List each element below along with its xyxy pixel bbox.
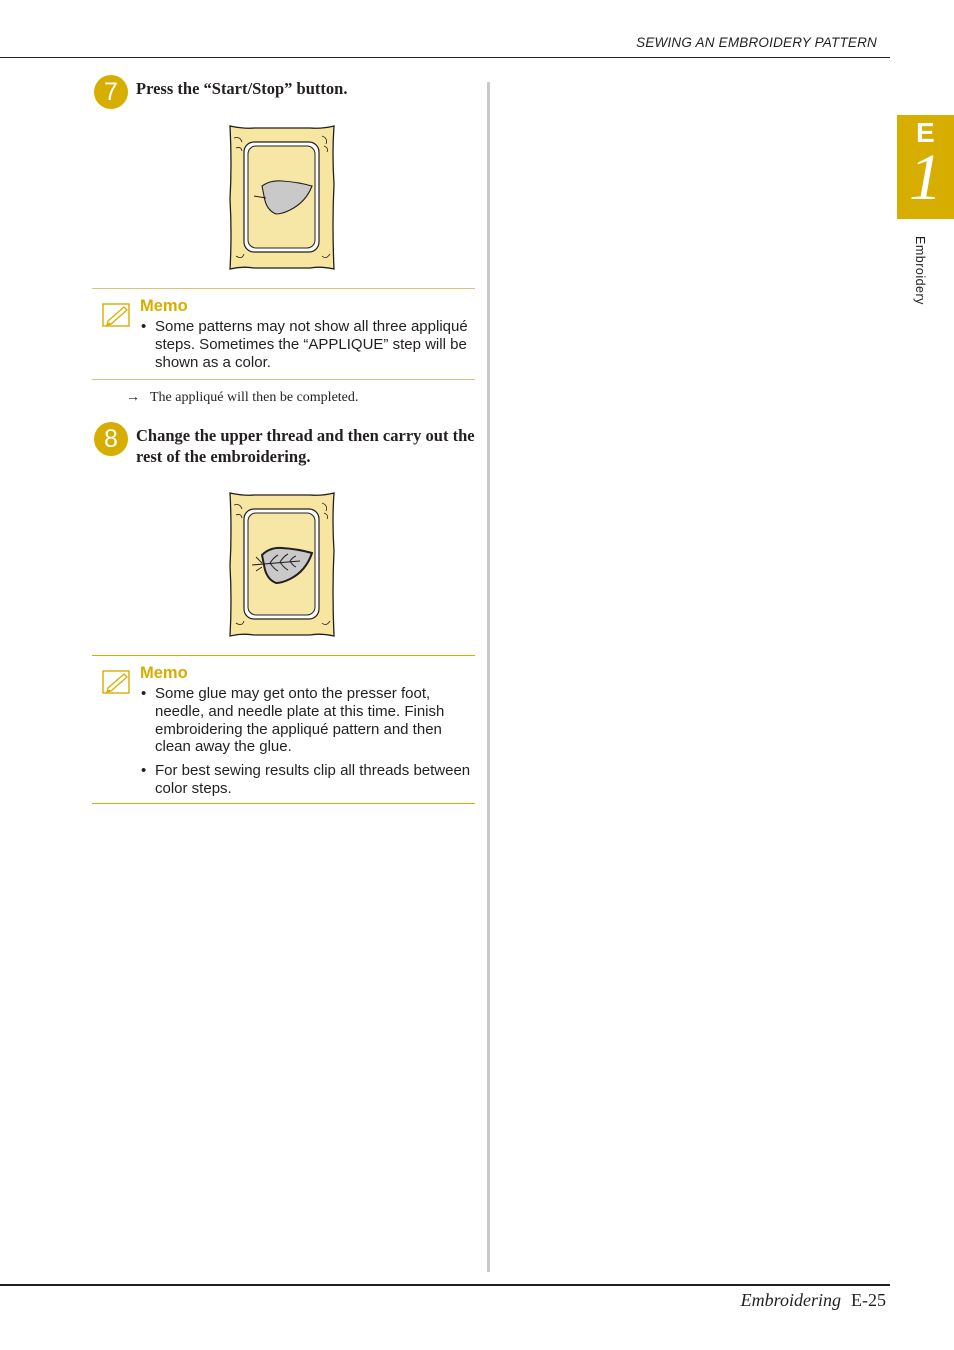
column-divider xyxy=(487,82,490,1272)
memo-box-2 xyxy=(92,655,475,804)
memo-1-list xyxy=(141,318,471,377)
footer-rule xyxy=(0,1284,890,1286)
footer-chapter-title: Embroidering xyxy=(740,1290,841,1310)
hoop-embroidered-illustration xyxy=(226,491,338,639)
chapter-letter: E xyxy=(916,117,935,148)
step-8-badge: 8 xyxy=(94,422,128,456)
page-number: E-25 xyxy=(851,1290,886,1310)
memo-box-1 xyxy=(92,288,475,380)
memo-1-title: Memo xyxy=(140,297,188,315)
page-footer xyxy=(741,1290,886,1311)
result-arrow-icon: → xyxy=(126,390,140,405)
header-rule xyxy=(0,57,890,58)
hoop-applique-illustration xyxy=(226,124,338,272)
chapter-tab xyxy=(897,115,954,219)
result-text: The appliqué will then be completed. xyxy=(150,390,359,405)
memo-2-item: • Some glue may get onto the presser foot, needle, and needle plate at this time. Finish embroidering the appliqué pattern and then clean away the glue. xyxy=(141,685,471,756)
result-line xyxy=(126,390,358,406)
memo-2-title: Memo xyxy=(140,664,188,682)
chapter-number: 1 xyxy=(909,141,942,214)
step-7-text: Press the “Start/Stop” button. xyxy=(136,79,348,98)
memo-1-item: • Some patterns may not show all three appliqué steps. Sometimes the “APPLIQUE” step will be shown as a color. xyxy=(141,318,471,371)
pencil-note-icon xyxy=(102,301,132,327)
step-8-text: Change the upper thread and then carry out the rest of the embroidering. xyxy=(136,426,475,466)
step-7-badge: 7 xyxy=(94,75,128,109)
chapter-side-label: Embroidery xyxy=(913,236,927,305)
memo-2-list xyxy=(141,685,471,804)
running-header: SEWING AN EMBROIDERY PATTERN xyxy=(636,35,877,50)
memo-2-item: • For best sewing results clip all threads between color steps. xyxy=(141,762,471,798)
pencil-note-icon xyxy=(102,668,132,694)
